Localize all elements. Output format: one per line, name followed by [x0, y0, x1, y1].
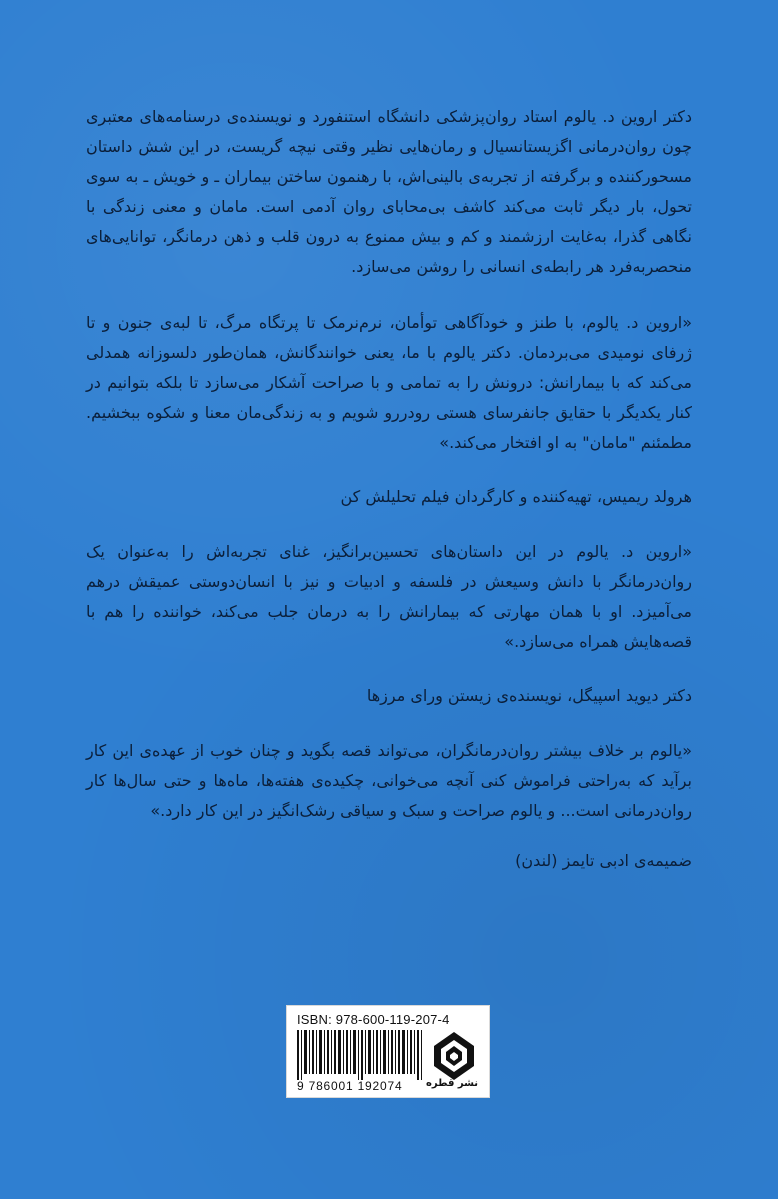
attribution-3: ضمیمه‌ی ادبی تایمز (لندن) [515, 851, 692, 870]
attribution-2: دکتر دیوید اسپیگل، نویسنده‌ی زیستن ورای مرزها [366, 686, 692, 705]
intro-paragraph: دکتر اروین د. یالوم استاد روان‌پزشکی دانشگاه استنفورد و نویسنده‌ی درسنامه‌های معتبری چون روان‌درمانی اگزیستانسیال و رمان‌هایی نظیر وقتی نیچه گریست، در این شش داستان مسحورکننده و برگرفته از تجربه‌ی بالینی‌اش، با رهنمون ساختن بیماران ـ و خویش ـ به سوی تحول، بار دیگر ثابت می‌کند کاشف بی‌محابای روان آدمی است. مامان و معنی زندگی با نگاهی گذرا، به‌غایت ارزشمند و کم و بیش ممنوع به درون قلب و ذهن درمانگر، توانایی‌های منحصربه‌فرد هر رابطه‌ی انسانی را روشن می‌سازد. [86, 107, 692, 276]
barcode-icon [297, 1030, 425, 1080]
publisher-name: نشر قطره [425, 1078, 478, 1089]
back-cover-text [86, 102, 692, 901]
review-quote-3: «یالوم بر خلاف بیشتر روان‌درمانگران، می‌تواند قصه بگوید و چنان خوب از عهده‌ی این کار برآید که به‌راحتی فراموش کنی آنچه می‌خوانی، چکیده‌ی هفته‌ها، ماه‌ها و حتی سال‌ها کار روان‌درمانی است... و یالوم صراحت و سبک و سیاقی رشک‌انگیز در این کار دارد.» [86, 741, 692, 820]
review-quote-2: «اروین د. یالوم در این داستان‌های تحسین‌برانگیز، غنای تجربه‌اش را به‌عنوان یک روان‌درمانگر با دانش وسیعش در فلسفه و ادبیات و نیز با انسان‌دوستی عمیقش درهم می‌آمیزد. او با همان مهارتی که بیمارانش را به درمان جلب می‌کند، خواننده را هم با قصه‌هایش همراه می‌سازد.» [86, 542, 692, 651]
review-quote-1: «اروین د. یالوم، با طنز و خودآگاهی توأمان، نرم‌نرمک تا پرتگاه مرگ، تا لبه‌ی جنون و تا ژرفای نومیدی می‌بردمان. دکتر یالوم با ما، یعنی خوانندگانش، همان‌طور دلسوزانه همدلی می‌کند که با بیمارانش: درونش را به تمامی و با صراحت آشکار می‌سازد تا بلکه بتوانیم در کنار یکدیگر با حقایق جانفرسای هستی رودررو شویم و به زندگی‌مان معنا و شکوه ببخشیم. مطمئنم "مامان" به او افتخار می‌کند.» [86, 313, 692, 452]
attribution-1: هرولد ریمیس، تهیه‌کننده و کارگردان فیلم تحلیلش کن [340, 487, 692, 506]
barcode-number: 9 786001 192074 [297, 1079, 403, 1093]
isbn-label: ISBN: 978-600-119-207-4 [297, 1012, 450, 1027]
barcode-panel [286, 1005, 490, 1098]
